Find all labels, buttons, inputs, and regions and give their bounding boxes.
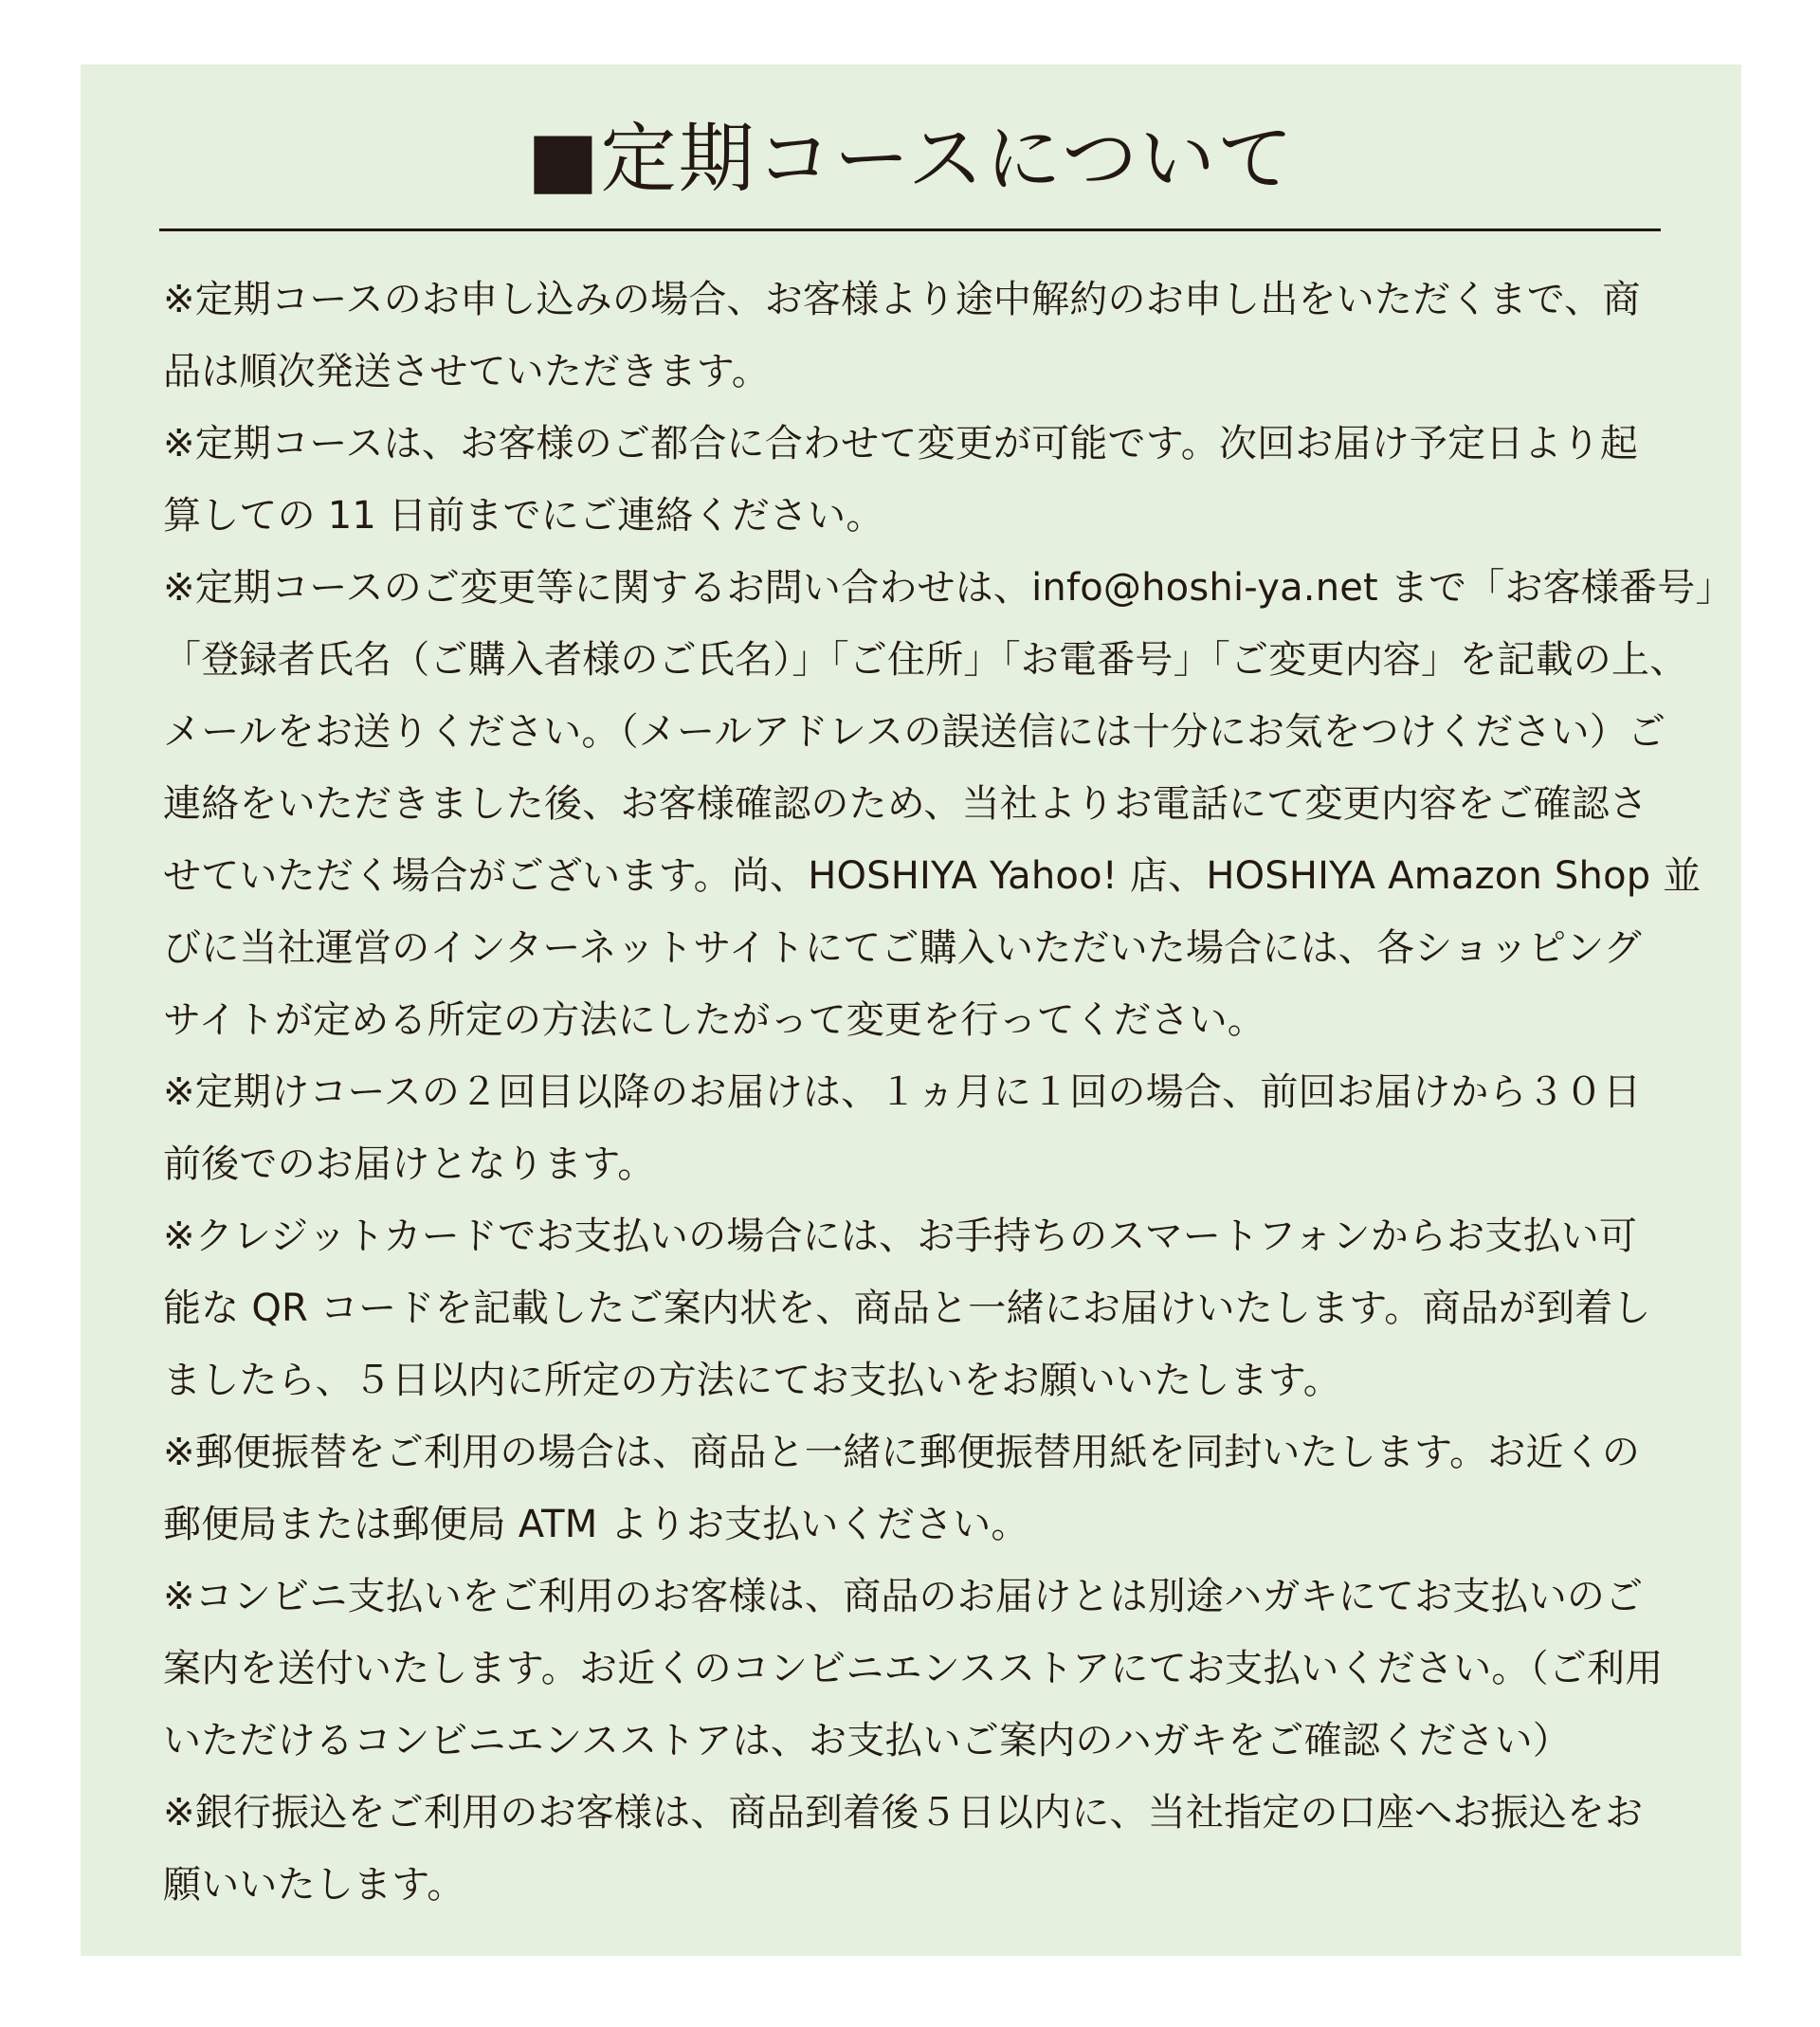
note-line: サイトが定める所定の方法にしたがって変更を行ってください。 [163,998,1265,1042]
note-line: 連絡をいただきました後、お客様確認のため、当社よりお電話にて変更内容をご確認さ [163,782,1648,826]
title-divider [159,228,1661,231]
note-line: 能な QR コードを記載したご案内状を、商品と一緒にお届けいたします。商品が到着し [163,1287,1651,1330]
note-line: 品は順次発送させていただきます。 [163,350,770,393]
note-line: いただけるコンビニエンスストアは、お支払いご案内のハガキをご確認ください） [163,1719,1571,1762]
note-line: せていただく場合がございます。尚、HOSHIYA Yahoo! 店、HOSHIYA Amazon Shop 並 [163,854,1702,898]
note-line: びに当社運営のインターネットサイトにてご購入いただいた場合には、各ショッピング [163,926,1642,970]
note-line: ※定期コースのお申し込みの場合、お客様より途中解約のお申し出をいただくまで、商 [163,278,1641,321]
subscription-info-panel [81,64,1741,1956]
note-line: ※銀行振込をご利用のお客様は、商品到着後５日以内に、当社指定の口座へお振込をお [163,1791,1644,1835]
note-line: ※定期けコースの２回目以降のお届けは、１ヵ月に１回の場合、前回お届けから３０日 [163,1070,1642,1114]
note-line: 郵便局または郵便局 ATM よりお支払いください。 [163,1503,1029,1546]
note-line: 算しての 11 日前までにご連絡ください。 [163,494,884,538]
subscription-notes [163,264,1734,1921]
note-line: 前後でのお届けとなります。 [163,1142,656,1186]
note-line: ※クレジットカードでお支払いの場合には、お手持ちのスマートフォンからお支払い可 [163,1214,1638,1258]
contact-email-line: ※定期コースのご変更等に関するお問い合わせは、info@hoshi-ya.net まで「お客様番号」 [163,566,1734,610]
note-line: ※郵便振替をご利用の場合は、商品と一緒に郵便振替用紙を同封いたします。お近くの [163,1431,1641,1474]
note-line: 「登録者氏名（ご購入者様のご氏名）」「ご住所」「お電番号」「ご変更内容」を記載の上、 [163,638,1688,682]
note-line: メールをお送りください。（メールアドレスの誤送信には十分にお気をつけください）ご [163,710,1666,754]
note-line: ※コンビニ支払いをご利用のお客様は、商品のお届けとは別途ハガキにてお支払いのご [163,1575,1644,1618]
note-line: 案内を送付いたします。お近くのコンビニエンスストアにてお支払いください。（ご利用 [163,1647,1664,1690]
page-title: ■定期コースについて [527,115,1295,203]
note-line: ※定期コースは、お客様のご都合に合わせて変更が可能です。次回お届け予定日より起 [163,422,1639,466]
note-line: ましたら、５日以内に所定の方法にてお支払いをお願いいたします。 [163,1359,1341,1402]
note-line: 願いいたします。 [163,1863,465,1907]
